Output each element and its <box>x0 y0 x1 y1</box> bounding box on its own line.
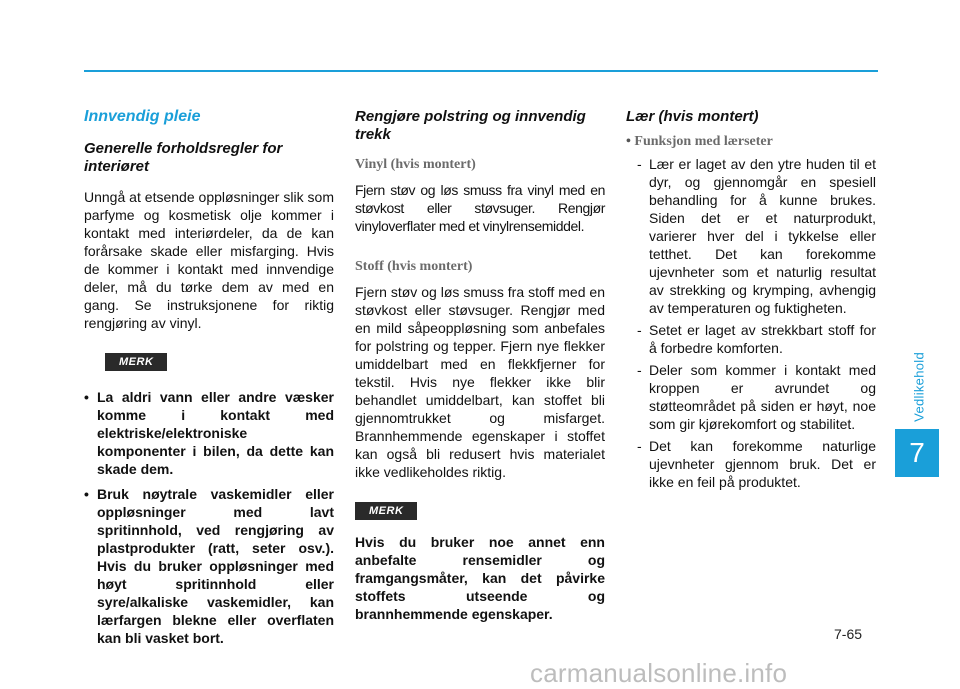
fabric-text: Fjern støv og løs smuss fra stoff med en støvkost eller støvsuger. Rengjør med en mild såpeoppløsning som anbefales for polstring og tepper. Fjern nye flekker umiddelbart med en flekkfjerner for tekstil. Hvis nye flekker ikke blir behandlet umiddelbart, kan stoffet bli gjennomtrukket og misfarget. Brannhemmende egenskaper i stoffet kan også bli redusert hvis materialet ikke vedlikeholdes riktig. <box>355 284 605 480</box>
section-title-leather: Lær (hvis montert) <box>626 108 759 125</box>
header-rule <box>84 70 878 72</box>
list-item: - Deler som kommer i kontakt med kroppen er avrundet og støtteområdet på siden er høyt, noe som gir kjørekomfort og stabilitet. <box>626 361 876 433</box>
column-upholstery <box>355 108 605 623</box>
watermark: carmanualsonline.info <box>530 658 788 688</box>
list-item: - Det kan forekomme naturlige ujevnheter gjennom bruk. Det er ikke en feil på produktet. <box>626 437 876 491</box>
list-item: - Lær er laget av den ytre huden til et dyr, og gjennomgår en spesiell behandling for å kunne brukes. Siden det er et naturprodukt, varierer hver del i tykkelse eller tetthet. Det kan forekomme ujevnheter som et naturlig resultat av strekking og krymping, avhengig av temperaturen og fuktigheten. <box>626 155 876 317</box>
chapter-tab-label: Vedlikehold <box>911 352 927 422</box>
note-badge: MERK <box>105 353 167 371</box>
note-badge: MERK <box>355 502 417 520</box>
note-list <box>84 388 334 647</box>
column-interior-care <box>84 108 334 647</box>
fabric-note-text: Hvis du bruker noe annet enn anbefalte rensemidler og framgangsmåter, kan det påvirke stoffets utseende og brannhemmende egenskaper. <box>355 534 605 622</box>
leather-feature-list <box>626 155 876 491</box>
column-leather <box>626 108 876 495</box>
note-item: • La aldri vann eller andre væsker komme i kontakt med elektriske/elektroniske komponenter i bilen, da dette kan skade dem. <box>84 388 334 478</box>
subsection-title-general-precautions: Generelle forholdsregler for interiøret <box>84 140 283 175</box>
subsection-title-fabric: Stoff (hvis montert) <box>355 259 473 274</box>
section-title-interior-care: Innvendig pleie <box>84 108 201 125</box>
page-number: 7-65 <box>834 626 863 642</box>
subsection-title-vinyl: Vinyl (hvis montert) <box>355 157 476 172</box>
list-item: - Setet er laget av strekkbart stoff for å forbedre komforten. <box>626 321 876 357</box>
vinyl-text: Fjern støv og løs smuss fra vinyl med en støvkost eller støvsuger. Rengjør vinyloverflater med et vinylrensemiddel. <box>355 182 605 234</box>
chapter-number-badge: 7 <box>895 429 939 477</box>
general-precautions-text: Unngå at etsende oppløsninger slik som parfyme og kosmetisk olje kommer i kontakt med interiørdeler, da de kan forårsake skade eller misfarging. Hvis de kommer i kontakt med innvendige deler, må du tørke dem av med en gang. Se instruksjonene for riktig rengjøring av vinyl. <box>84 189 334 331</box>
note-item: • Bruk nøytrale vaskemidler eller oppløsninger med lavt spritinnhold, ved rengjøring av plastprodukter (ratt, seter osv.). Hvis du bruker oppløsninger med høyt spritinnhold eller syre/alkaliske vaskemidler, kan lærfargen blekne eller overflaten kan bli vasket bort. <box>84 485 334 647</box>
section-title-upholstery: Rengjøre polstring og innvendig trekk <box>355 108 586 143</box>
leather-feature-heading: • Funksjon med lærseter <box>626 134 773 149</box>
bullet-icon: • <box>626 134 635 149</box>
